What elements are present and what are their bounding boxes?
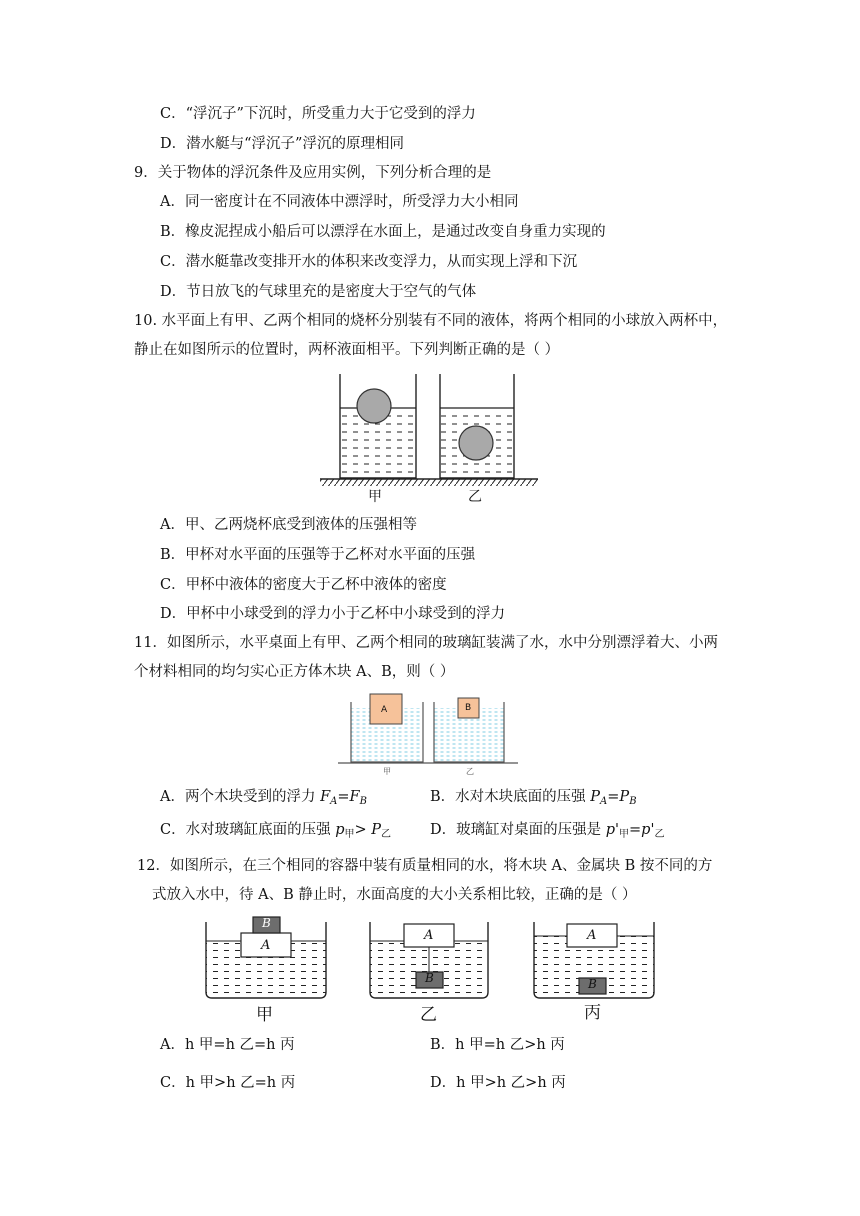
- q11-label-yi: 乙: [466, 767, 474, 776]
- q12-stem-line2: 式放入水中，待 A、B 静止时，水面高度的大小关系相比较，正确的是（ ）: [152, 887, 637, 903]
- q8-option-c: C．“浮沉子”下沉时，所受重力大于它受到的浮力: [160, 106, 476, 122]
- q11-option-c: C．水对玻璃缸底面的压强 $p_甲> P_乙$: [160, 822, 392, 840]
- q12-a-label-1: A: [261, 938, 271, 953]
- q10-figure: [318, 372, 540, 510]
- q10-option-c: C．甲杯中液体的密度大于乙杯中液体的密度: [160, 577, 447, 593]
- q12-label-jia: 甲: [256, 1005, 273, 1025]
- q12-b-label-1: B: [262, 916, 271, 930]
- q10-stem-line2: 静止在如图所示的位置时，两杯液面相平。下列判断正确的是（ ）: [134, 342, 560, 358]
- q9-option-b: B．橡皮泥捏成小船后可以漂浮在水面上，是通过改变自身重力实现的: [160, 224, 606, 240]
- q12-label-yi: 乙: [420, 1005, 437, 1025]
- q11-stem-line2: 个材料相同的均匀实心正方体木块 A、B，则（ ）: [134, 664, 455, 680]
- q12-option-b: B．h 甲=h 乙>h 丙: [430, 1037, 565, 1053]
- q12-option-a: A．h 甲=h 乙=h 丙: [160, 1037, 295, 1053]
- q12-figure: [200, 912, 670, 1024]
- q10-label-jia: 甲: [368, 489, 382, 505]
- q12-b-label-2: B: [425, 971, 434, 985]
- q12-option-c: C．h 甲>h 乙=h 丙: [160, 1075, 296, 1091]
- q9-option-c: C．潜水艇靠改变排开水的体积来改变浮力，从而实现上浮和下沉: [160, 254, 578, 270]
- q11-figure: [338, 690, 518, 780]
- q11-block-b-label: B: [465, 703, 472, 713]
- q9-option-a: A．同一密度计在不同液体中漂浮时，所受浮力大小相同: [160, 194, 519, 210]
- q10-label-yi: 乙: [468, 489, 482, 505]
- q10-option-b: B．甲杯对水平面的压强等于乙杯对水平面的压强: [160, 547, 476, 563]
- q12-a-label-3: A: [587, 928, 597, 943]
- q11-block-a-label: A: [381, 705, 388, 715]
- q10-stem-line1: 10. 水平面上有甲、乙两个相同的烧杯分别装有不同的液体，将两个相同的小球放入两杯中，: [134, 313, 728, 329]
- q10-option-d: D．甲杯中小球受到的浮力小于乙杯中小球受到的浮力: [160, 606, 506, 622]
- q11-option-b: B．水对木块底面的压强 $P_A=P_B$: [430, 789, 637, 807]
- q12-b-label-3: B: [588, 977, 597, 991]
- q9-option-d: D．节日放飞的气球里充的是密度大于空气的气体: [160, 284, 477, 300]
- q10-ball-left: [357, 389, 391, 423]
- q11-label-jia: 甲: [383, 767, 391, 776]
- q8-option-d: D．潜水艇与“浮沉子”浮沉的原理相同: [160, 136, 404, 152]
- q12-stem-line1: 12．如图所示，在三个相同的容器中装有质量相同的水，将木块 A、金属块 B 按不同的方: [137, 858, 713, 874]
- q11-option-a: A．两个木块受到的浮力 $F_A=F_B$: [160, 789, 367, 807]
- q9-stem: 9．关于物体的浮沉条件及应用实例，下列分析合理的是: [134, 165, 492, 181]
- q10-option-a: A．甲、乙两烧杯底受到液体的压强相等: [160, 517, 417, 533]
- q12-a-label-2: A: [424, 928, 434, 943]
- q12-label-bing: 丙: [584, 1003, 601, 1023]
- q12-option-d: D．h 甲>h 乙>h 丙: [430, 1075, 566, 1091]
- q10-ball-right: [459, 426, 493, 460]
- q10-ground: [320, 479, 538, 486]
- q11-option-d: D．玻璃缸对桌面的压强是 $p'_甲=p'_乙$: [430, 822, 665, 840]
- q11-stem-line1: 11．如图所示，水平桌面上有甲、乙两个相同的玻璃缸装满了水，水中分别漂浮着大、小两: [134, 635, 718, 651]
